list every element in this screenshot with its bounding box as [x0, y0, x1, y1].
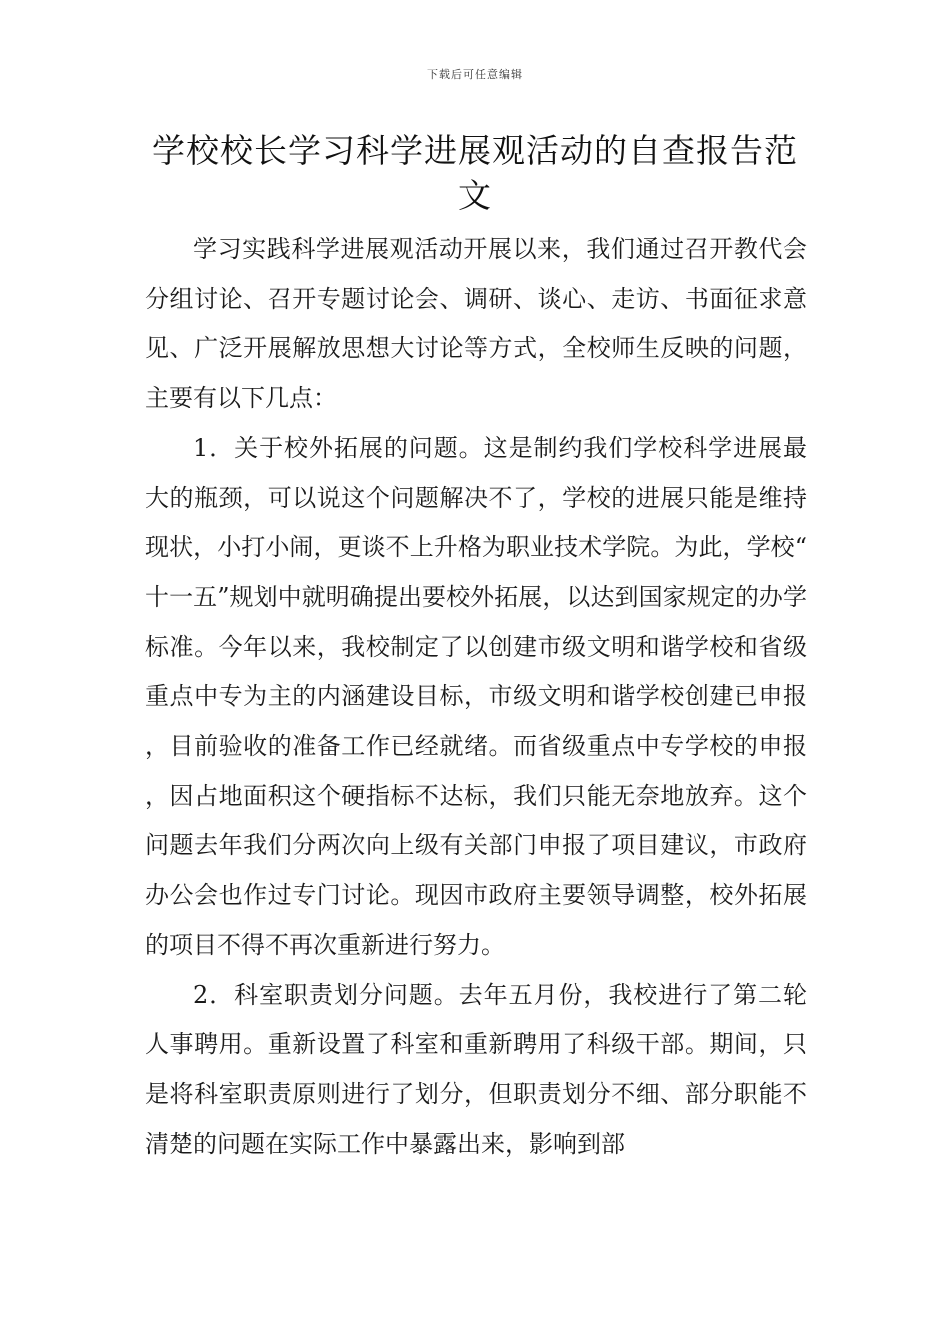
document-title: 学校校长学习科学进展观活动的自查报告范文 — [152, 131, 798, 215]
paragraph-item-2: 2．科室职责划分问题。去年五月份，我校进行了第二轮人事聘用。重新设置了科室和重新聘用了科级干部。期间，只是将科室职责原则进行了划分，但职责划分不细、部分职能不清楚的问题在实际工作中暴露出来，影响到部 — [145, 980, 807, 1158]
header-note: 下载后可任意编辑 — [427, 68, 523, 81]
paragraph-item-1: 1．关于校外拓展的问题。这是制约我们学校科学进展最大的瓶颈，可以说这个问题解决不了，学校的进展只能是维持现状，小打小闹，更谈不上升格为职业技术学院。为此，学校“十一五”规划中就明确提出要校外拓展，以达到国家规定的办学标准。今年以来，我校制定了以创建市级文明和谐学校和省级重点中专为主的内涵建设目标，市级文明和谐学校创建已申报，目前验收的准备工作已经就绪。而省级重点中专学校的申报，因占地面积这个硬指标不达标，我们只能无奈地放弃。这个问题去年我们分两次向上级有关部门申报了项目建议，市政府办公会也作过专门讨论。现因市政府主要领导调整，校外拓展的项目不得不再次重新进行努力。 — [145, 433, 807, 959]
document-body — [145, 225, 807, 1169]
paragraph-intro: 学习实践科学进展观活动开展以来，我们通过召开教代会分组讨论、召开专题讨论会、调研、谈心、走访、书面征求意见、广泛开展解放思想大讨论等方式，全校师生反映的问题，主要有以下几点： — [145, 235, 807, 413]
